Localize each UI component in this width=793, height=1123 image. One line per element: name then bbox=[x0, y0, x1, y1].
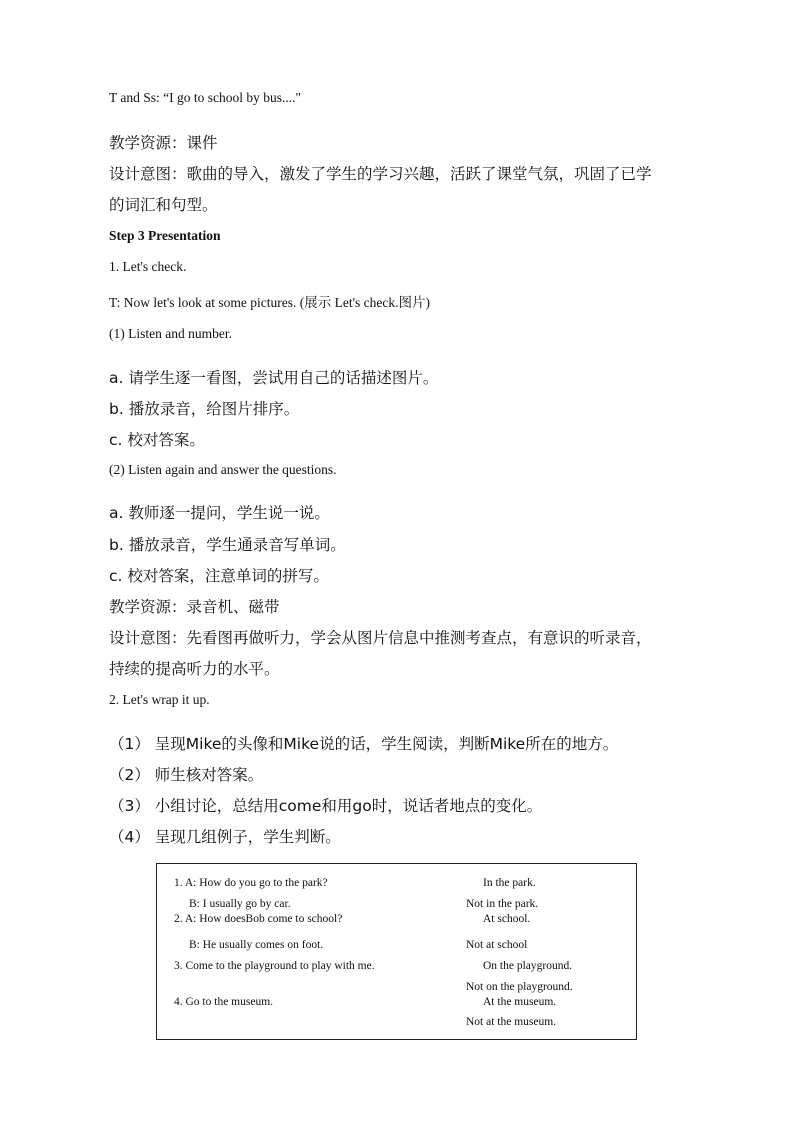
task-1-step-c: c. 校对答案。 bbox=[109, 431, 205, 449]
option-at-the-museum: At the museum. bbox=[483, 996, 557, 1008]
design-intent-1-line-2: 的词汇和句型。 bbox=[109, 196, 218, 214]
option-on-the-playground: On the playground. bbox=[483, 960, 573, 972]
task-2-step-c: c. 校对答案，注意单词的拼写。 bbox=[109, 567, 329, 585]
wrap-step-2: （2） 师生核对答案。 bbox=[109, 766, 264, 784]
dialogue-line: T and Ss: “I go to school by bus...." bbox=[109, 90, 302, 105]
option-not-at-the-museum: Not at the museum. bbox=[466, 1016, 557, 1028]
section-1-title: 1. Let's check. bbox=[109, 259, 187, 274]
examples-box bbox=[156, 863, 637, 1040]
step-heading: Step 3 Presentation bbox=[109, 228, 221, 243]
option-not-on-the-playground: Not on the playground. bbox=[466, 981, 573, 993]
example-1-answer: B: I usually go by car. bbox=[189, 898, 291, 910]
design-intent-2-line-1: 设计意图：先看图再做听力，学会从图片信息中推测考查点，有意识的听录音， bbox=[109, 629, 652, 647]
example-1-question: 1. A: How do you go to the park? bbox=[174, 877, 328, 889]
option-at-school: At school. bbox=[483, 913, 531, 925]
wrap-step-3: （3） 小组讨论，总结用come和用go时，说话者地点的变化。 bbox=[109, 797, 543, 815]
task-2-step-a: a. 教师逐一提问，学生说一说。 bbox=[109, 504, 330, 522]
wrap-step-4: （4） 呈现几组例子，学生判断。 bbox=[109, 828, 341, 846]
task-1-step-b: b. 播放录音，给图片排序。 bbox=[109, 400, 300, 418]
option-not-in-the-park: Not in the park. bbox=[466, 898, 539, 910]
example-2-question: 2. A: How doesBob come to school? bbox=[174, 913, 343, 925]
design-intent-1-line-1: 设计意图：歌曲的导入，激发了学生的学习兴趣，活跃了课堂气氛，巩固了已学 bbox=[109, 165, 652, 183]
task-2-title: (2) Listen again and answer the questions. bbox=[109, 462, 337, 477]
option-not-at-school: Not at school bbox=[466, 939, 528, 951]
option-in-the-park: In the park. bbox=[483, 877, 536, 889]
wrap-step-1: （1） 呈现Mike的头像和Mike说的话，学生阅读，判断Mike所在的地方。 bbox=[109, 735, 619, 753]
teaching-resource-2: 教学资源：录音机、磁带 bbox=[109, 598, 280, 616]
task-2-step-b: b. 播放录音，学生通录音写单词。 bbox=[109, 536, 346, 554]
example-4-sentence: 4. Go to the museum. bbox=[174, 996, 274, 1008]
teacher-line: T: Now let's look at some pictures. (展示 Let's check.图片) bbox=[109, 295, 430, 310]
task-1-step-a: a. 请学生逐一看图，尝试用自己的话描述图片。 bbox=[109, 369, 439, 387]
design-intent-2-line-2: 持续的提高听力的水平。 bbox=[109, 660, 280, 678]
section-2-title: 2. Let's wrap it up. bbox=[109, 692, 210, 707]
task-1-title: (1) Listen and number. bbox=[109, 326, 232, 341]
example-2-answer: B: He usually comes on foot. bbox=[189, 939, 324, 951]
example-3-sentence: 3. Come to the playground to play with me. bbox=[174, 960, 375, 972]
teaching-resource-1: 教学资源：课件 bbox=[109, 134, 218, 152]
